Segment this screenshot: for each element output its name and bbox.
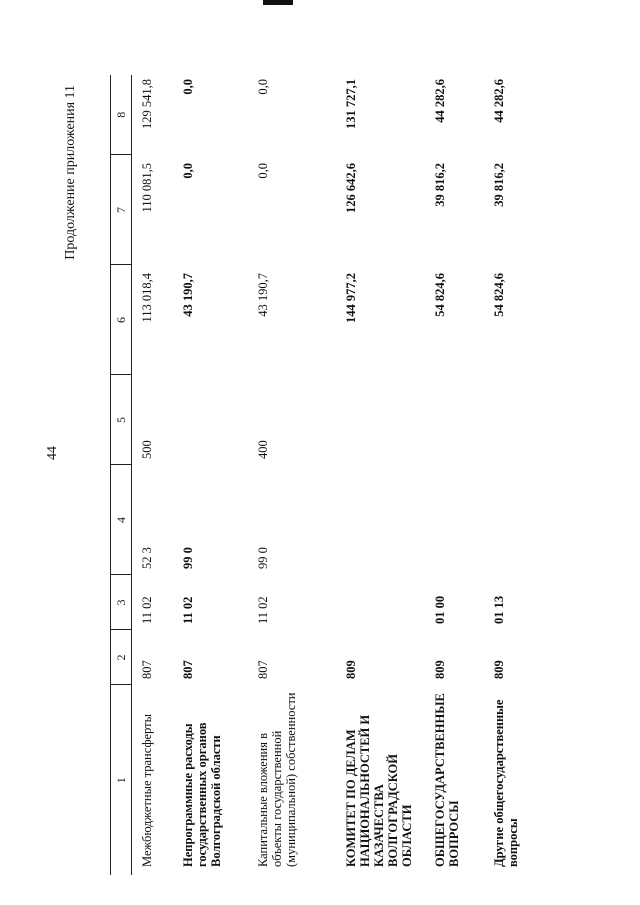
- row-target-code: 52 3: [140, 547, 154, 569]
- header-col-2: 2: [111, 630, 132, 685]
- row-value-col7: 0,0: [181, 163, 195, 179]
- row-ministry-code: 807: [140, 660, 154, 679]
- row-value-col7: 126 642,6: [344, 163, 358, 213]
- row-value-col8: 0,0: [256, 79, 270, 95]
- row-target-code: 99 0: [181, 547, 195, 569]
- row-name: Другие общегосударственные вопросы: [492, 699, 520, 867]
- table-row: [173, 75, 248, 875]
- row-target-code: 99 0: [256, 547, 270, 569]
- row-value-col7: 0,0: [256, 163, 270, 179]
- row-value-col7: 39 816,2: [433, 163, 447, 207]
- row-name: Межбюджетные трансферты: [140, 713, 154, 867]
- header-col-3: 3: [111, 575, 132, 630]
- row-expense-type: [336, 375, 425, 465]
- header-col-4: 4: [111, 465, 132, 575]
- budget-table: [110, 75, 556, 875]
- table-row: [336, 75, 425, 875]
- row-target-code: [336, 465, 425, 575]
- row-value-col8: 44 282,6: [433, 79, 447, 123]
- page-edge-mark: [263, 0, 293, 5]
- table-row: [248, 75, 336, 875]
- row-name: Капитальные вложения в объекты государственной (муниципальной) собственности: [256, 692, 298, 867]
- row-section-code: 01 13: [492, 595, 506, 624]
- row-expense-type: 500: [140, 440, 154, 459]
- row-expense-type: [425, 375, 484, 465]
- table-row: [132, 75, 174, 875]
- row-value-col8: 131 727,1: [344, 79, 358, 129]
- header-row: [111, 75, 132, 875]
- row-ministry-code: 807: [256, 660, 270, 679]
- row-name: КОМИТЕТ ПО ДЕЛАМ НАЦИОНАЛЬНОСТЕЙ И КАЗАЧЕСТВА ВОЛГОГРАДСКОЙ ОБЛАСТИ: [344, 714, 414, 867]
- row-expense-type: [173, 375, 248, 465]
- header-col-7: 7: [111, 155, 132, 265]
- continuation-label: Продолжение приложения 11: [63, 85, 78, 260]
- row-section-code: 11 02: [140, 596, 154, 624]
- row-value-col6: 54 824,6: [433, 273, 447, 317]
- row-name: Непрограммные расходы государственных органов Волгоградской области: [181, 722, 223, 867]
- row-value-col8: 44 282,6: [492, 79, 506, 123]
- page-number: 44: [45, 446, 60, 460]
- row-section-code: [336, 575, 425, 630]
- row-expense-type: 400: [256, 440, 270, 459]
- row-value-col6: 113 018,4: [140, 273, 154, 323]
- row-value-col6: 43 190,7: [256, 273, 270, 317]
- table-row: [484, 75, 556, 875]
- header-col-8: 8: [111, 75, 132, 155]
- header-col-5: 5: [111, 375, 132, 465]
- row-target-code: [425, 465, 484, 575]
- row-ministry-code: 807: [181, 660, 195, 679]
- rotated-table-page: [60, 75, 580, 875]
- header-col-6: 6: [111, 265, 132, 375]
- row-section-code: 01 00: [433, 595, 447, 624]
- row-target-code: [484, 465, 556, 575]
- row-value-col6: 54 824,6: [492, 273, 506, 317]
- row-ministry-code: 809: [344, 660, 358, 679]
- row-section-code: 11 02: [181, 596, 195, 624]
- row-value-col7: 110 081,5: [140, 163, 154, 213]
- row-value-col6: 144 977,2: [344, 273, 358, 323]
- row-value-col8: 0,0: [181, 79, 195, 95]
- row-ministry-code: 809: [492, 660, 506, 679]
- row-ministry-code: 809: [433, 660, 447, 679]
- row-value-col8: 129 541,8: [140, 79, 154, 129]
- row-name: ОБЩЕГОСУДАРСТВЕННЫЕ ВОПРОСЫ: [433, 693, 461, 867]
- row-section-code: 11 02: [256, 596, 270, 624]
- table-row: [425, 75, 484, 875]
- header-col-1: 1: [111, 685, 132, 875]
- row-expense-type: [484, 375, 556, 465]
- row-value-col7: 39 816,2: [492, 163, 506, 207]
- row-value-col6: 43 190,7: [181, 273, 195, 317]
